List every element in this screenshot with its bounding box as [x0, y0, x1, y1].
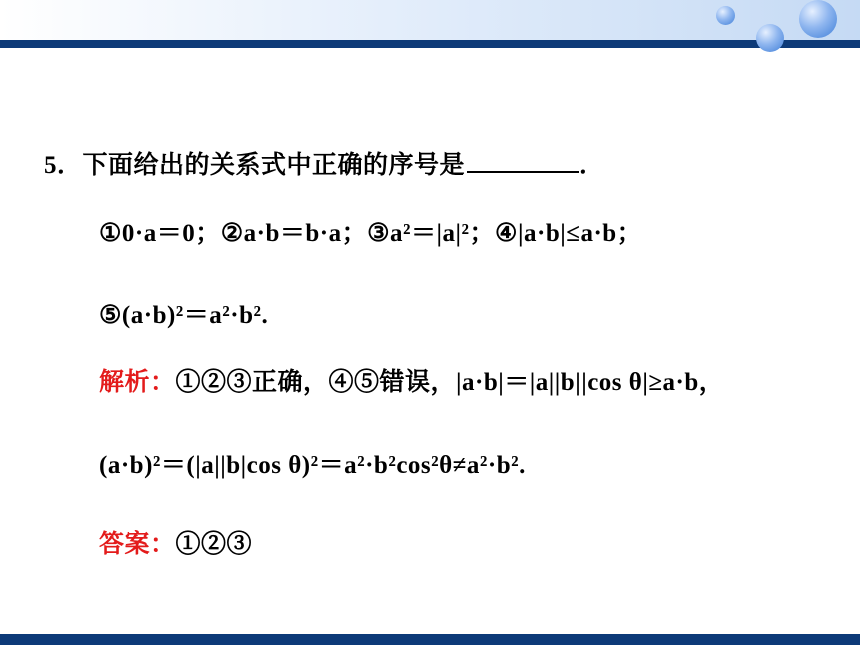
analysis-line-1: [99, 362, 724, 398]
question-line: [44, 145, 605, 181]
header-rule: [0, 40, 860, 48]
decor-bubble-small: [716, 6, 735, 25]
footer-rule: [0, 634, 860, 645]
question-stem: 下面给出的关系式中正确的序号是: [82, 152, 466, 179]
decor-bubble-medium: [756, 24, 784, 52]
answer-blank: [467, 149, 579, 173]
analysis-text-1: ①②③正确，④⑤错误，|a·b|＝|a||b||cos θ|≥a·b，: [175, 369, 725, 396]
question-end: ．: [579, 152, 605, 179]
answer-line: [99, 524, 252, 560]
question-number: 5．: [44, 152, 83, 179]
answer-value: ①②③: [175, 531, 253, 558]
answer-label: 答案：: [99, 531, 176, 558]
analysis-line-2: (a·b)²＝(|a||b|cos θ)²＝a²·b²cos²θ≠a²·b².: [99, 452, 526, 479]
options-line-2: ⑤(a·b)²＝a²·b².: [99, 302, 269, 329]
analysis-label: 解析：: [99, 369, 176, 396]
options-line-1: ①0·a＝0；②a·b＝b·a；③a²＝|a|²；④|a·b|≤a·b；: [99, 220, 643, 247]
decor-bubble-large: [799, 0, 837, 38]
